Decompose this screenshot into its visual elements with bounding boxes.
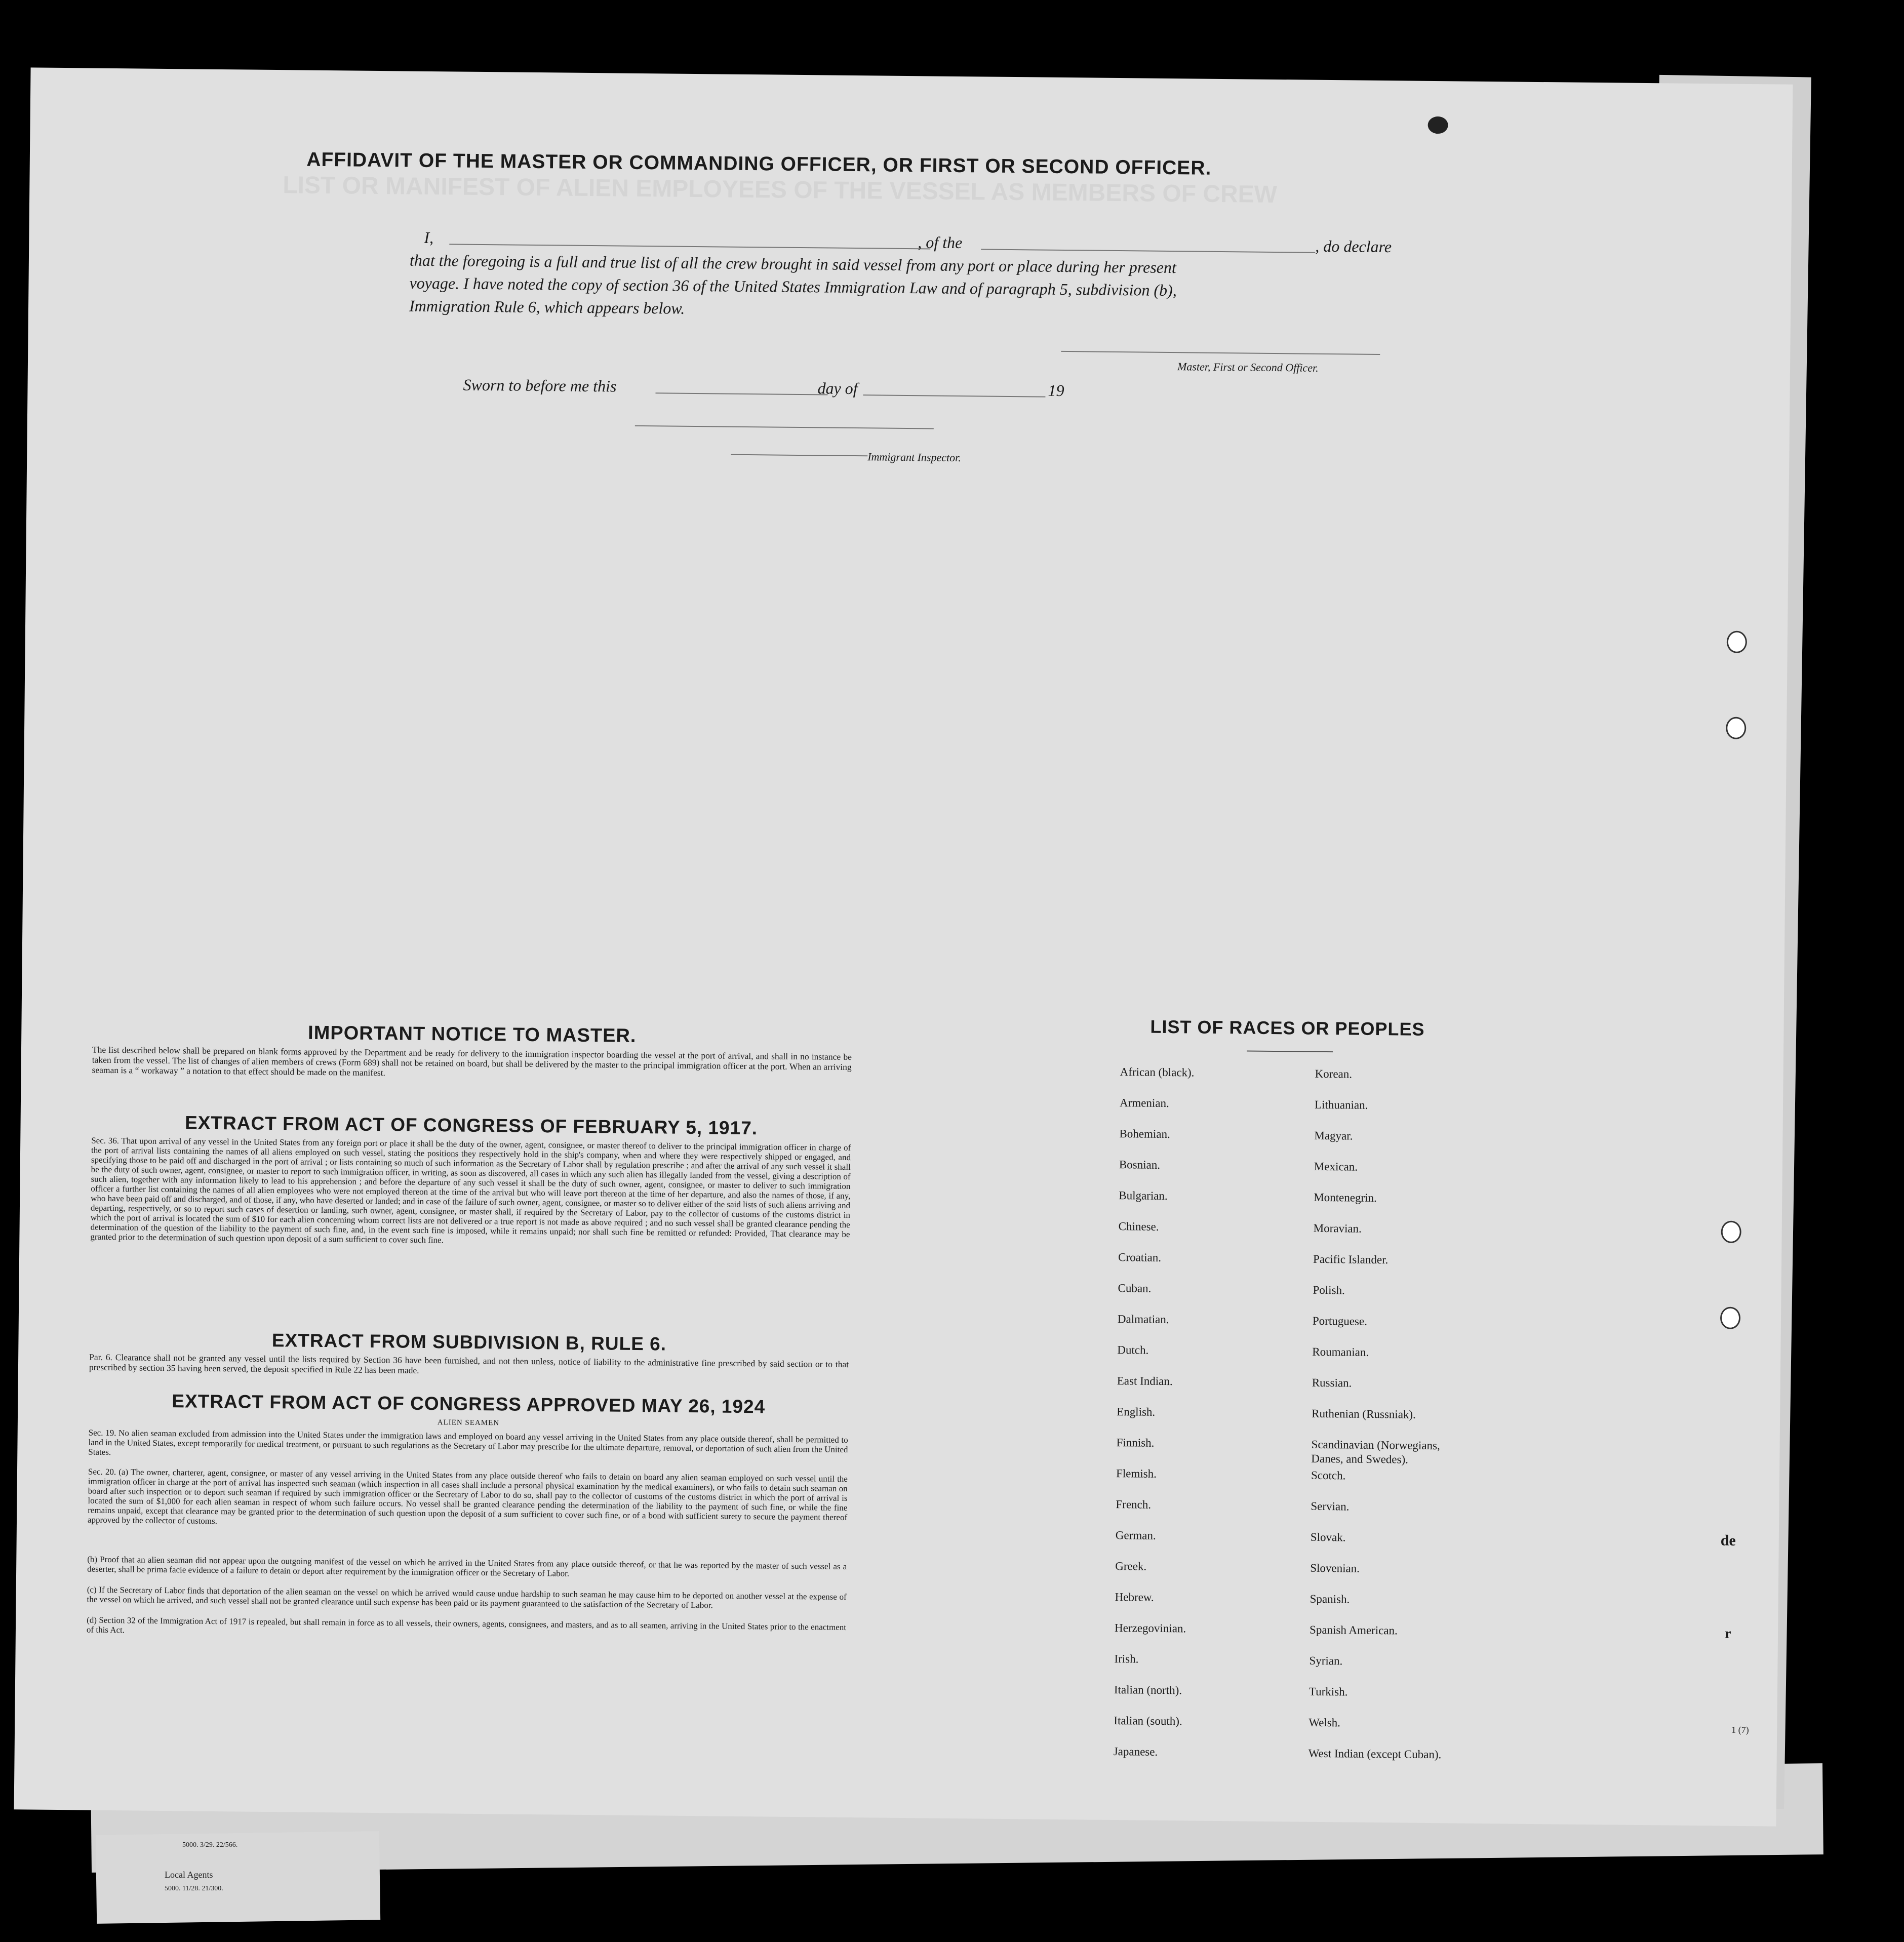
edge-fragment-de: de	[1720, 1532, 1736, 1549]
race-item: Italian (north).	[1114, 1683, 1182, 1697]
race-item: Russian.	[1312, 1376, 1352, 1390]
bleed-through-text: LIST OR MANIFEST OF ALIEN EMPLOYEES OF THE VESSEL AS MEMBERS OF CREW	[283, 172, 1278, 209]
race-item: English.	[1117, 1405, 1156, 1418]
race-item: West Indian (except Cuban).	[1308, 1747, 1442, 1761]
form-sheet	[14, 67, 1793, 1826]
race-item: Ruthenian (Russniak).	[1312, 1407, 1416, 1421]
sworn-year: 19	[1048, 381, 1064, 400]
master-signature-line[interactable]	[1061, 351, 1380, 355]
race-item: African (black).	[1120, 1065, 1195, 1079]
act-1917-text: Sec. 36. That upon arrival of any vessel in the United States from any foreign port or place it shall be the duty of the owner, agent, consignee, or master thereof to deliver to the principal immigration officer in charge of the port of arrival lists containing the names of all aliens employed on such vessel, stating the positions they respectively hold in the ship's company, when and where they were respectively shipped or engaged, and specifying those to be paid off and discharged in the port of arrival ; or lists containing so much of such information as the Secretary of Labor shall by regulation prescribe ; and after the arrival of any such vessel it shall be the duty of such owner, agent, consignee, or master to report to such immigration officer, in writing, as soon as discovered, all cases in which any such alien has illegally landed from the vessel, giving a description of such alien, together with any information likely to lead to his apprehension ; and before the departure of any such vessel it shall be the duty of such owner, agent, consignee, or master to deliver to such immigration officer a further list containing the names of all alien employees who were not employed thereon at the time of the arrival but who will leave port thereon at the time of her departure, and also the names of those, if any, who have been paid off and discharged, and of those, if any, who have deserted or landed; and in case of the failure of such owner, agent, consignee, or master so to deliver either of the said lists of such aliens arriving and departing, respectively, or so to report such cases of desertion or landing, such owner, agent, consignee, or master shall, if required by the Secretary of Labor, pay to the collector of customs of the customs district in which the port of arrival is located the sum of $10 for each alien concerning whom correct lists are not delivered or a true report is not made as above required ; and no such vessel shall be granted clearance pending the determination of the question of the liability to the payment of such fine, and, in the event such fine is imposed, while it remains unpaid; nor shall such fine be remitted or refunded: Provided, That clearance may be granted prior to the determination of such question upon deposit of a sum sufficient to cover such fine.	[90, 1135, 851, 1245]
races-right-column	[1308, 1067, 1548, 1814]
sworn-day-of: day of	[817, 379, 858, 398]
punch-hole	[1726, 717, 1746, 739]
affidavit-line-2: voyage. I have noted the copy of section 36 of the United States Immigration Law and of paragraph 5, subdivision (b),	[409, 273, 1177, 300]
affidavit-line-1: that the foregoing is a full and true list of all the crew brought in said vessel from any port or place during her present	[409, 251, 1177, 277]
rule-6-title: EXTRACT FROM SUBDIVISION B, RULE 6.	[271, 1330, 667, 1355]
race-item: Herzegovinian.	[1114, 1621, 1186, 1635]
race-item: Syrian.	[1309, 1654, 1343, 1668]
race-item: Danes, and Swedes).	[1311, 1452, 1409, 1466]
race-item: Bulgarian.	[1119, 1189, 1168, 1203]
race-item: Lithuanian.	[1314, 1098, 1368, 1112]
race-item: Hebrew.	[1115, 1591, 1154, 1604]
sworn-month-blank[interactable]	[863, 394, 1045, 397]
race-item: Dutch.	[1117, 1343, 1149, 1357]
inspector-label: Immigrant Inspector.	[867, 450, 961, 464]
notice-text: The list described below shall be prepared on blank forms approved by the Department and be ready for delivery to the immigration inspector boarding the vessel at the port of arrival, and shall in no instance be taken from the vessel. The list of changes of alien members of crews (Form 689) shall not be retained on board, but shall be delivered by the master to the principal immigration officer at the port. When an arriving seaman is a “ workaway ” a notation to that effect should be made on the manifest.	[92, 1044, 852, 1078]
race-item: Bosnian.	[1119, 1158, 1161, 1171]
affidavit-line-3: Immigration Rule 6, which appears below.	[409, 296, 685, 318]
race-item: Slovenian.	[1310, 1561, 1360, 1575]
act-1917-title: EXTRACT FROM ACT OF CONGRESS OF FEBRUARY 5, 1917.	[184, 1112, 758, 1139]
race-item: German.	[1115, 1529, 1156, 1542]
race-item: Roumanian.	[1312, 1345, 1369, 1359]
name-blank[interactable]	[449, 244, 930, 249]
affidavit-of-the: , of the	[918, 233, 963, 252]
act-1924-title: EXTRACT FROM ACT OF CONGRESS APPROVED MAY 26, 1924	[172, 1391, 766, 1417]
punch-hole	[1720, 1307, 1740, 1329]
race-item: Cuban.	[1118, 1282, 1152, 1295]
punch-hole	[1727, 631, 1747, 653]
notice-title: IMPORTANT NOTICE TO MASTER.	[307, 1022, 637, 1047]
act-1924-sec20d: (d) Section 32 of the Immigration Act of 1917 is repealed, but shall remain in force as to all vessels, their owners, agents, consignees, and masters, and as to all seamen, arriving in the United States prior to the enactment of this Act.	[86, 1615, 847, 1635]
sworn-text: Sworn to before me this	[463, 375, 617, 395]
race-item: Moravian.	[1313, 1221, 1362, 1235]
race-item: Irish.	[1114, 1652, 1139, 1666]
races-title: LIST OF RACES OR PEOPLES	[1150, 1016, 1425, 1040]
master-signature-label: Master, First or Second Officer.	[1177, 360, 1319, 374]
race-item: Spanish.	[1310, 1592, 1350, 1606]
race-item: Polish.	[1313, 1283, 1345, 1297]
back-sheet-bottom-left	[96, 1831, 380, 1924]
race-item: Flemish.	[1116, 1467, 1157, 1480]
affidavit-i: I,	[424, 228, 434, 247]
race-item: Portuguese.	[1312, 1314, 1368, 1328]
act-1924-sec19: Sec. 19. No alien seaman excluded from admission into the United States under the immigration laws and employed on board any vessel arriving in the United States from any place outside thereof, shall be permitted to land in the United States, except temporarily for medical treatment, or pursuant to such regulations as the Secretary of Labor may prescribe for the ultimate departure, removal, or deportation of such alien from the United States.	[88, 1428, 848, 1457]
race-item: Bohemian.	[1119, 1127, 1170, 1141]
race-item: Italian (south).	[1114, 1714, 1182, 1728]
race-item: Armenian.	[1119, 1096, 1169, 1110]
race-item: Spanish American.	[1309, 1623, 1398, 1637]
race-item: Montenegrin.	[1314, 1191, 1377, 1204]
races-title-rule	[1247, 1051, 1333, 1053]
footer-print-code-2: 5000. 11/28. 21/300.	[165, 1885, 223, 1892]
race-item: Japanese.	[1113, 1745, 1158, 1758]
race-item: Magyar.	[1314, 1129, 1353, 1142]
affidavit-do-declare: , do declare	[1315, 236, 1392, 256]
inspector-line-1[interactable]	[635, 425, 934, 429]
race-item: Chinese.	[1118, 1220, 1159, 1233]
footer-print-code: 5000. 3/29. 22/566.	[182, 1841, 238, 1849]
punch-hole	[1427, 116, 1448, 134]
race-item: Slovak.	[1310, 1530, 1346, 1544]
act-1924-sec20b: (b) Proof that an alien seaman did not appear upon the outgoing manifest of the vessel on which he arrived in the United States from any place outside thereof, or that he was reported by the master of such vessel as a deserter, shall be prima facie evidence of a failure to detain or deport after requirement by the immigration officer or the Secretary of Labor.	[87, 1554, 847, 1578]
race-item: Welsh.	[1308, 1716, 1341, 1729]
race-item: East Indian.	[1117, 1374, 1173, 1388]
race-item: Pacific Islander.	[1313, 1252, 1389, 1266]
footer-local-agents: Local Agents	[165, 1870, 213, 1880]
inspector-line-2[interactable]	[731, 454, 867, 457]
races-left-column	[1113, 1065, 1302, 1811]
act-1924-sec20a: Sec. 20. (a) The owner, charterer, agent, consignee, or master of any vessel arriving in the United States from any place outside thereof who fails to detain on board any alien seaman employed on such vessel until the immigration officer in charge at the port of arrival has inspected such seaman (which inspection in all cases shall include a personal physical examination by the medical examiners), or who fails to detain such seaman on board after such inspection or to deport such seaman if required by such immigration officer or the Secretary of Labor to do so, shall pay to the collector of customs of the customs district in which the port of arrival is located the sum of $1,000 for each alien seaman in respect of whom such failure occurs. No vessel shall be granted clearance pending the determination of the liability to the payment of such fine, or while the fine remains unpaid, except that clearance may be granted prior to the determination of such question upon the deposit of a sum sufficient to cover such fine, or of a bond with sufficient surety to secure the payment thereof approved by the collector of customs.	[87, 1467, 848, 1526]
race-item: Mexican.	[1314, 1160, 1358, 1173]
race-item: Korean.	[1315, 1067, 1353, 1081]
race-item: Dalmatian.	[1117, 1313, 1169, 1326]
race-item: Croatian.	[1118, 1251, 1162, 1264]
vessel-blank[interactable]	[981, 249, 1315, 253]
edge-fragment-r: r	[1724, 1626, 1731, 1642]
race-item: Scandinavian (Norwegians,	[1311, 1438, 1440, 1452]
act-1924-sec20c: (c) If the Secretary of Labor finds that deportation of the alien seaman on the vessel on which he arrived would cause undue hardship to such seaman he may cause him to be deported on another vessel at the expense of the vessel on which he arrived, and such vessel shall not be granted clearance until such expense has been paid or its payment guaranteed to the satisfaction of the Secretary of Labor.	[87, 1584, 847, 1610]
punch-hole	[1721, 1221, 1741, 1243]
race-item: Servian.	[1311, 1499, 1350, 1513]
edge-fragment-1-7: 1 (7)	[1731, 1724, 1749, 1735]
race-item: French.	[1116, 1498, 1152, 1511]
race-item: Finnish.	[1116, 1436, 1155, 1449]
race-item: Greek.	[1115, 1560, 1147, 1573]
affidavit-title: AFFIDAVIT OF THE MASTER OR COMMANDING OFFICER, OR FIRST OR SECOND OFFICER.	[306, 148, 1212, 179]
rule-6-text: Par. 6. Clearance shall not be granted any vessel until the lists required by Section 36 have been furnished, and not then unless, notice of liability to the administrative fine prescribed by said section or to that prescribed by section 35 having been served, the deposit specified in Rule 22 has been made.	[89, 1352, 849, 1375]
race-item: Turkish.	[1308, 1685, 1348, 1698]
sworn-day-blank[interactable]	[655, 392, 827, 395]
act-1924-subtitle: ALIEN SEAMEN	[437, 1418, 500, 1428]
race-item: Scotch.	[1311, 1469, 1346, 1482]
